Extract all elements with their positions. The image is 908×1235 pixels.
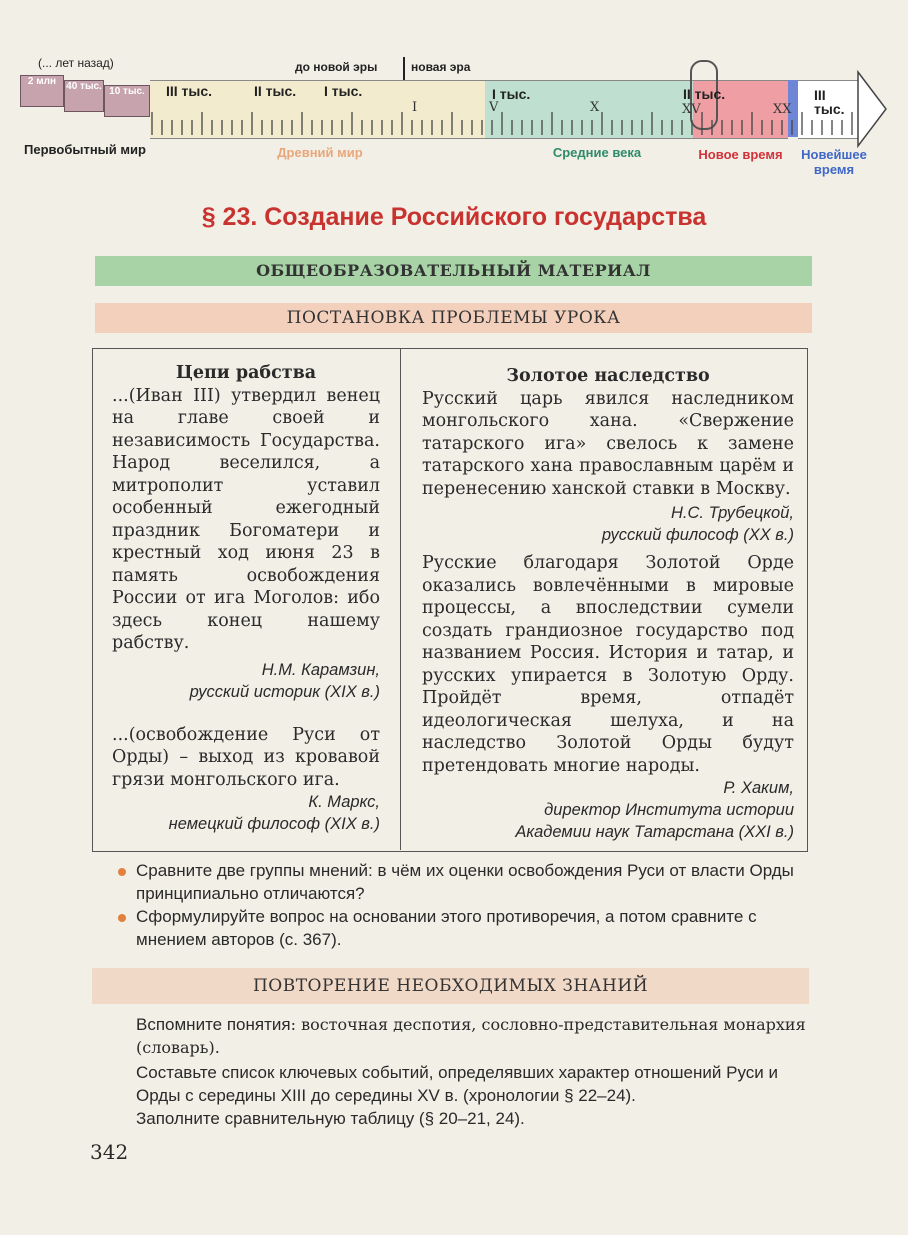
- years-ago-label: (... лет назад): [38, 56, 114, 70]
- bc-label: до новой эры: [295, 60, 378, 74]
- left-heading: Цепи рабства: [175, 363, 317, 383]
- left-quote-2: ...(освобождение Руси от Орды) – выход из кровавой грязи монгольского ига.: [112, 724, 380, 790]
- timeline-box-10k: 10 тыс.: [104, 85, 150, 117]
- left-author-1-role: русский историк (XIX в.): [189, 682, 380, 701]
- millennium-label: II тыс.: [254, 83, 297, 99]
- millennium-label: III тыс.: [166, 83, 213, 99]
- task-1-rest: : восточная деспотия, сословно-представительная монархия (словарь).: [136, 1015, 806, 1057]
- left-column: [112, 362, 380, 835]
- era-divider: [403, 57, 405, 81]
- millennium-label: I тыс.: [492, 86, 531, 102]
- millennium-label: II тыс.: [683, 86, 726, 102]
- bullet-icon: [118, 914, 126, 922]
- right-author-1: Н.С. Трубецкой,: [671, 504, 794, 522]
- century-label: I: [412, 100, 418, 115]
- right-author-1-role: русский философ (XX в.): [601, 526, 794, 544]
- right-column: [422, 365, 794, 843]
- era-ancient: Древний мир: [277, 145, 363, 160]
- timeline-box-40k: 40 тыс.: [64, 80, 104, 112]
- task-1: [136, 1014, 808, 1059]
- century-label: XV: [682, 102, 701, 117]
- bullet-icon: [118, 868, 126, 876]
- page-number: 342: [90, 1140, 129, 1164]
- band-review: ПОВТОРЕНИЕ НЕОБХОДИМЫХ ЗНАНИЙ: [92, 968, 809, 1004]
- era-primitive: Первобытный мир: [24, 142, 146, 157]
- era-modern: Новое время: [698, 147, 783, 162]
- ad-label: новая эра: [411, 60, 471, 74]
- millennium-label: III тыс.: [814, 87, 845, 117]
- task-1-lead: Вспомните понятия: [136, 1015, 291, 1034]
- left-author-2-role: немецкий философ (XIX в.): [168, 815, 380, 833]
- century-label: X: [590, 100, 600, 115]
- left-author-2: К. Маркс,: [308, 793, 380, 811]
- right-author-2-role-2: Академии наук Татарстана (XXI в.): [515, 823, 794, 841]
- band-general: ОБЩЕОБРАЗОВАТЕЛЬНЫЙ МАТЕРИАЛ: [95, 256, 812, 286]
- timeline-arrow-icon: [856, 70, 890, 148]
- left-author-1: Н.М. Карамзин,: [261, 660, 380, 679]
- right-quote-1: Русский царь явился наследником монгольского хана. «Свержение татарского ига» свелось к замене татарского хана православным царём и перенесению ханской ставки в Москву.: [422, 388, 794, 499]
- right-author-2: Р. Хаким,: [723, 779, 794, 797]
- page-title: § 23. Создание Российского государства: [201, 203, 707, 231]
- era-medieval: Средние века: [552, 145, 642, 160]
- era-newest: Новейшее время: [801, 147, 867, 177]
- task-3: Заполните сравнительную таблицу (§ 20–21, 24).: [136, 1109, 525, 1128]
- column-divider: [400, 348, 401, 850]
- timeline-box-2mln: 2 млн: [20, 75, 64, 107]
- century-label: V: [489, 100, 499, 115]
- right-heading: Золотое наследство: [506, 366, 710, 386]
- timeline-ticks: [150, 80, 860, 137]
- question-1: Сравните две группы мнений: в чём их оценки освобождения Руси от власти Орды принципиально отличаются?: [136, 861, 794, 903]
- band-problem: ПОСТАНОВКА ПРОБЛЕМЫ УРОКА: [95, 303, 812, 333]
- task-2: Составьте список ключевых событий, определявших характер отношений Руси и Орды с середины XIII до середины XV в. (хронологии § 22–24).: [136, 1063, 778, 1105]
- millennium-label: I тыс.: [324, 83, 363, 99]
- right-quote-2: Русские благодаря Золотой Орде оказались вовлечёнными в мировые процессы, а впоследствии сумели создать грандиозное государство под названием Россия. История и татар, и русских упирается в Золотую Орду. Пройдёт время, отпадёт идеологическая шелуха, и на наследство Золотой Орды будут претендовать многие народы.: [422, 553, 794, 776]
- century-label: XX: [773, 102, 792, 117]
- left-quote-1: ...(Иван III) утвердил венец на главе своей и независимость Государства. Народ веселился, а митрополит уставил особенный ежегодный праздник Богоматери и крестный ход июня 23 в память освобождения России от ига Моголов: ибо здесь конец нашему рабству.: [112, 385, 380, 653]
- question-2: Сформулируйте вопрос на основании этого противоречия, а потом сравните с мнением авторов (с. 367).: [136, 907, 757, 949]
- right-author-2-role-1: директор Института истории: [544, 801, 794, 819]
